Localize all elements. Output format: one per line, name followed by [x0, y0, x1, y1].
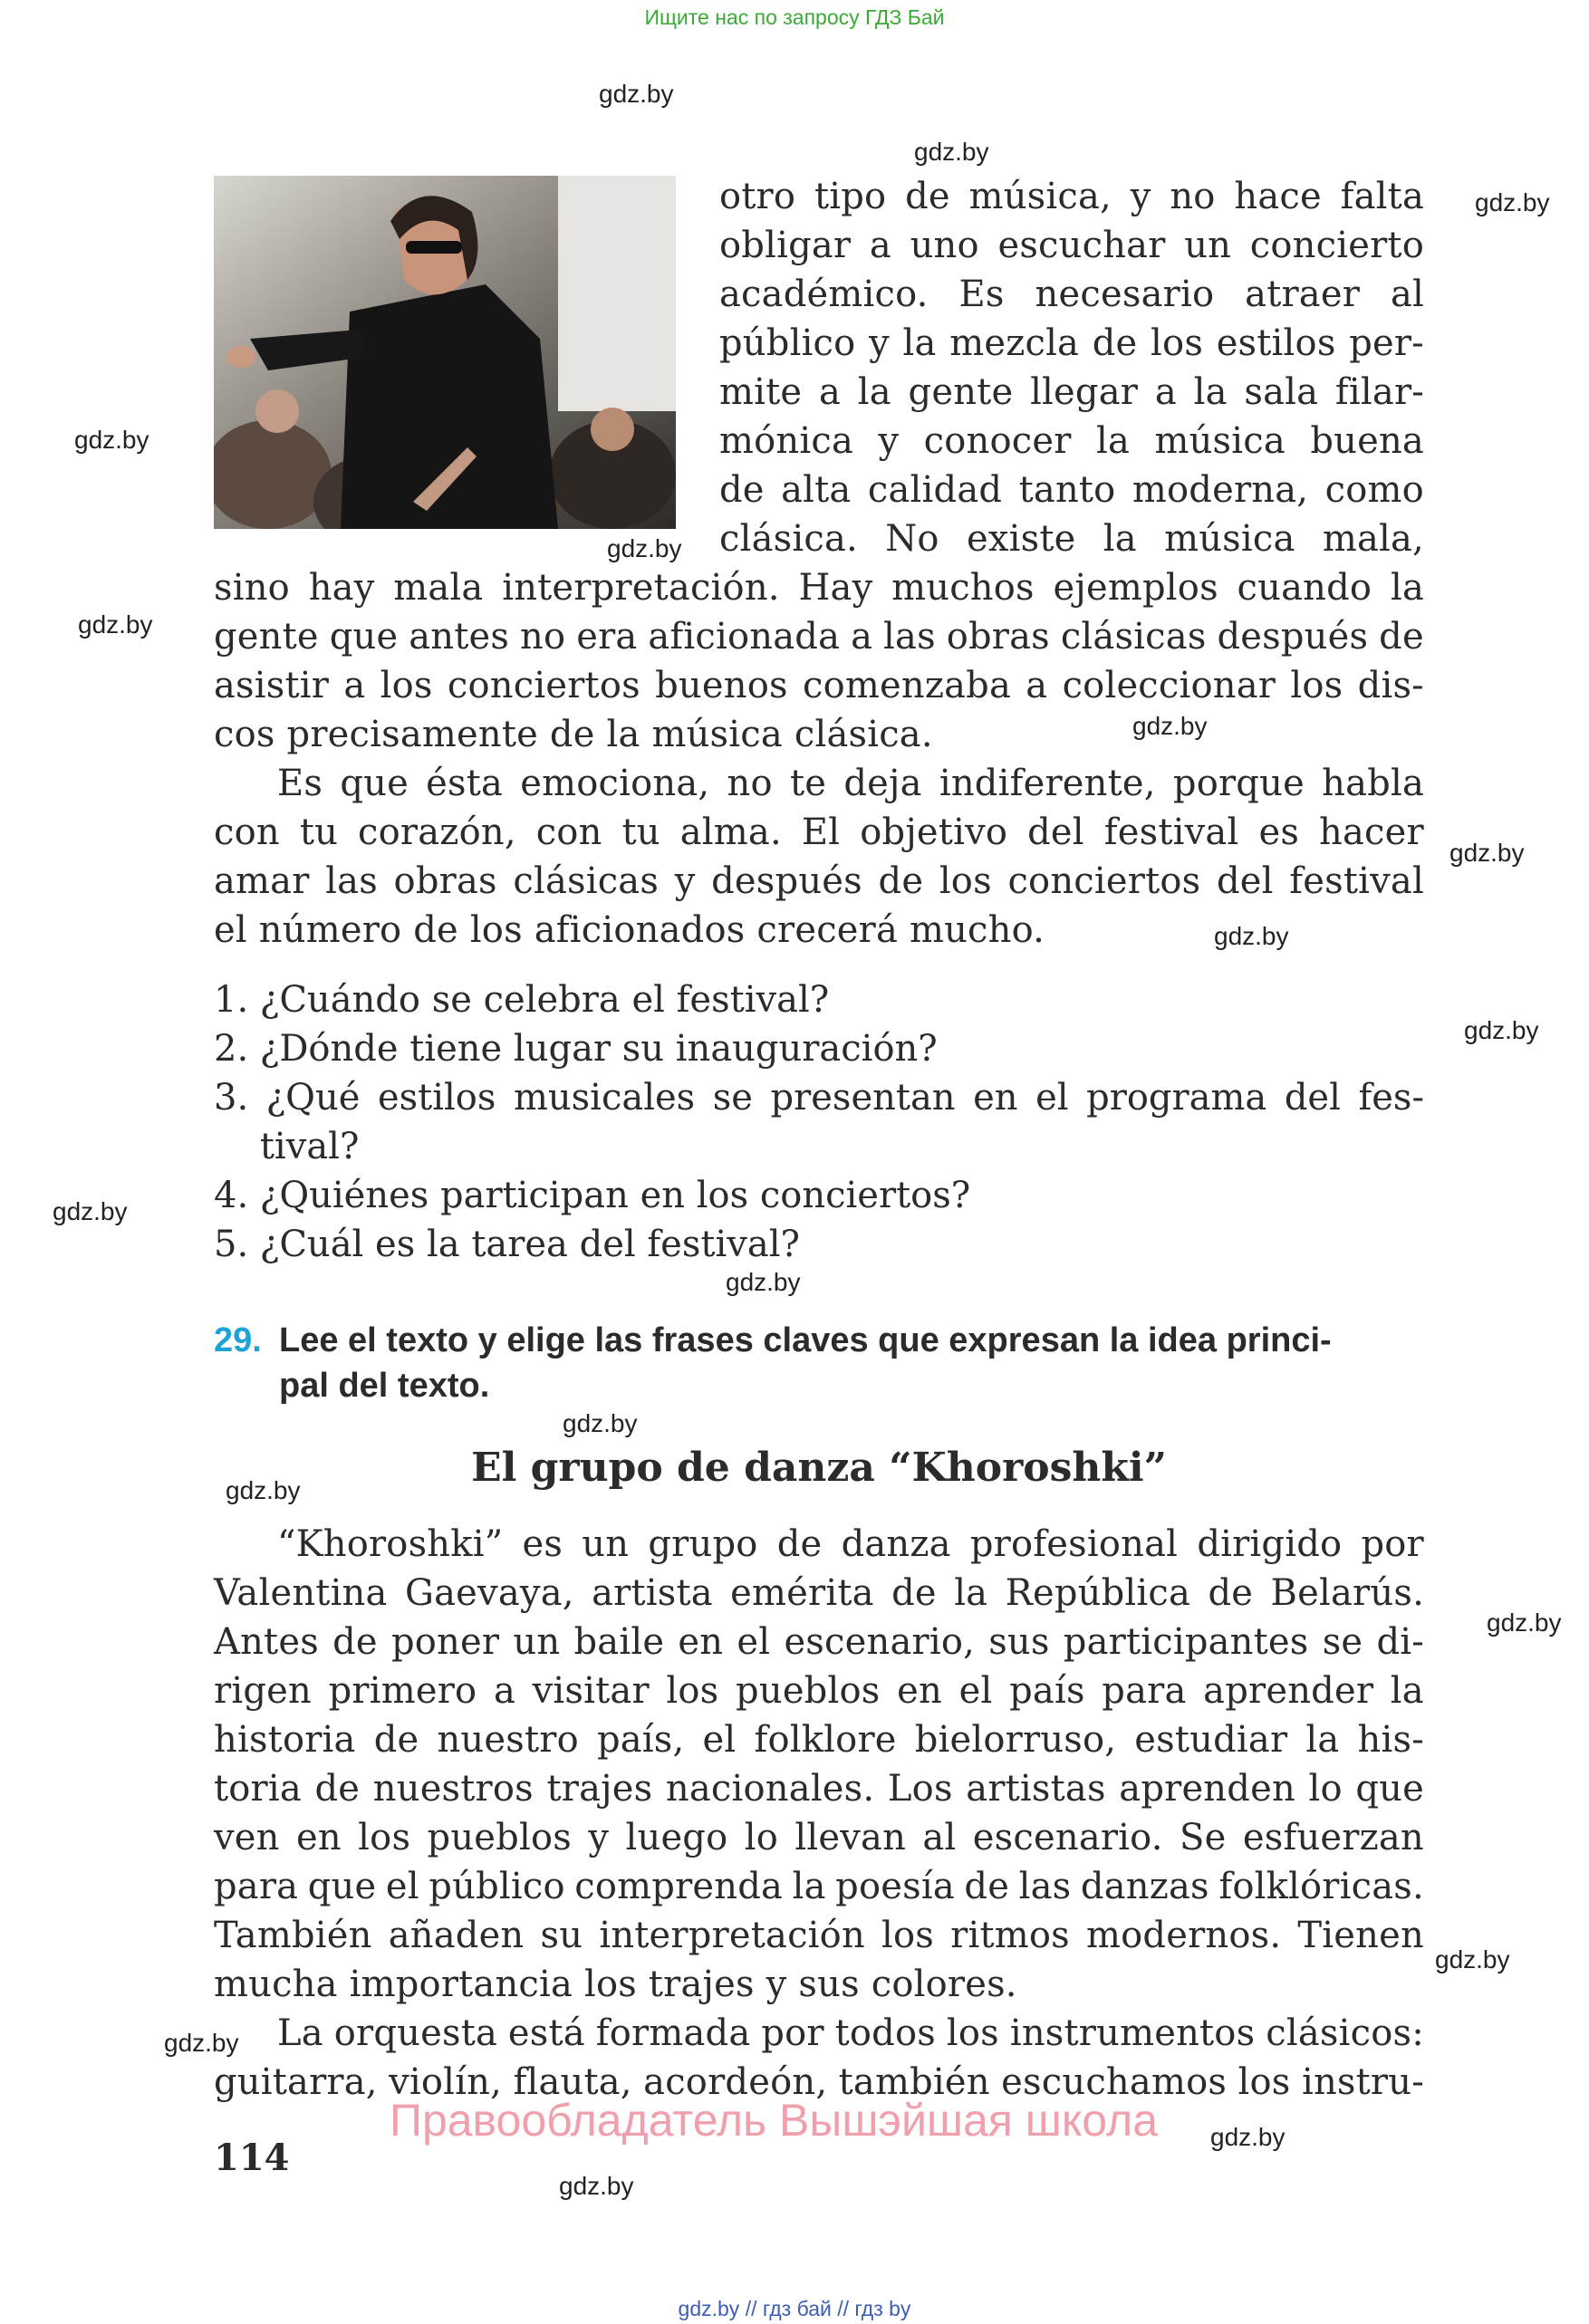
text-line: otro tipo de música, y no hace falta [719, 176, 1424, 217]
text-line: ven en los pueblos y luego lo llevan al escenario. Se esfuerzan [214, 1817, 1424, 1858]
watermark-text[interactable]: gdz.by [914, 138, 989, 166]
conductor-photo [214, 176, 676, 529]
text-line: historia de nuestro país, el folklore bielorruso, estudiar la his- [214, 1719, 1424, 1761]
watermark-text[interactable]: gdz.by [1475, 188, 1550, 216]
text-line: mucha importancia los trajes y sus colores. [214, 1964, 1017, 2005]
text-line: el número de los aficionados crecerá mucho. [214, 909, 1045, 951]
watermark-text[interactable]: gdz.by [1132, 712, 1208, 740]
question-item: 5. ¿Cuál es la tarea del festival? [214, 1224, 800, 1265]
watermark-text[interactable]: gdz.by [1210, 2123, 1286, 2151]
rights-holder: Правообладатель Вышэйшая школа [390, 2095, 1158, 2146]
text-line: mónica y conocer la música buena [719, 420, 1424, 462]
watermark-text[interactable]: gdz.by [726, 1268, 801, 1296]
question-item: 2. ¿Dónde tiene lugar su inauguración? [214, 1028, 938, 1070]
text-line: amar las obras clásicas y después de los conciertos del festival [214, 860, 1424, 902]
text-line: clásica. No existe la música mala, [719, 518, 1424, 560]
text-line: gente que antes no era aficionada a las obras clásicas después de [214, 616, 1424, 658]
watermark-text[interactable]: gdz.by [559, 2172, 634, 2200]
watermark-text[interactable]: gdz.by [607, 534, 682, 562]
text-line: con tu corazón, con tu alma. El objetivo del festival es hacer [214, 811, 1424, 853]
watermark-text[interactable]: gdz.by [164, 2029, 239, 2057]
watermark-text[interactable]: gdz.by [599, 80, 674, 108]
watermark-text[interactable]: gdz.by [53, 1197, 128, 1225]
question-item: 1. ¿Cuándo se celebra el festival? [214, 979, 830, 1021]
text-line: Es que ésta emociona, no te deja indiferente, porque habla [277, 763, 1424, 804]
question-item: 4. ¿Quiénes participan en los conciertos? [214, 1175, 971, 1216]
text-line: Antes de poner un baile en el escenario, sus participantes se di- [214, 1621, 1424, 1663]
text-line: guitarra, violín, flauta, acordeón, también escuchamos los instru- [214, 2061, 1424, 2103]
text-line: “Khoroshki” es un grupo de danza profesional dirigido por [277, 1523, 1424, 1565]
watermark-text[interactable]: gdz.by [1487, 1609, 1562, 1637]
text-line: La orquesta está formada por todos los instrumentos clásicos: [277, 2012, 1424, 2054]
text-line: obligar a uno escuchar un concierto [719, 225, 1424, 266]
task-text-line-2: pal del texto. [279, 1367, 490, 1405]
question-item: 3. ¿Qué estilos musicales se presentan en el programa del fes- [214, 1077, 1424, 1119]
watermark-text[interactable]: gdz.by [74, 426, 149, 454]
story-title: El grupo de danza “Khoroshki” [471, 1445, 1167, 1491]
watermark-text[interactable]: gdz.by [563, 1409, 638, 1437]
watermark-text[interactable]: gdz.by [1214, 922, 1289, 950]
question-item: tival? [214, 1126, 360, 1167]
bottom-banner[interactable]: gdz.by // гдз бай // гдз by [678, 2297, 911, 2320]
page-number: 114 [214, 2137, 290, 2179]
watermark-text[interactable]: gdz.by [78, 610, 153, 639]
photo-image [214, 176, 676, 529]
task-text-line-1: Lee el texto y elige las frases claves que expresan la idea princi- [279, 1321, 1332, 1359]
text-line: asistir a los conciertos buenos comenzaba a coleccionar los dis- [214, 665, 1424, 706]
watermark-text[interactable]: gdz.by [1435, 1945, 1510, 1973]
text-line: rigen primero a visitar los pueblos en el país para aprender la [214, 1670, 1424, 1712]
text-line: cos precisamente de la música clásica. [214, 714, 933, 755]
text-line: para que el público comprenda la poesía de las danzas folklóricas. [214, 1866, 1424, 1907]
text-line: toria de nuestros trajes nacionales. Los artistas aprenden lo que [214, 1768, 1424, 1810]
text-line: mite a la gente llegar a la sala filar- [719, 371, 1424, 413]
top-banner[interactable]: Ищите нас по запросу ГДЗ Бай [644, 5, 945, 29]
text-line: Valentina Gaevaya, artista emérita de la República de Belarús. [214, 1572, 1424, 1614]
watermark-text[interactable]: gdz.by [226, 1476, 301, 1504]
text-line: de alta calidad tanto moderna, como [719, 469, 1424, 511]
watermark-text[interactable]: gdz.by [1449, 839, 1525, 867]
text-line: También añaden su interpretación los ritmos modernos. Tienen [214, 1915, 1424, 1956]
questions-list [214, 975, 1428, 1269]
watermark-text[interactable]: gdz.by [1464, 1016, 1539, 1044]
text-line: sino hay mala interpretación. Hay muchos ejemplos cuando la [214, 567, 1424, 609]
text-line: académico. Es necesario atraer al [719, 274, 1424, 315]
task-number: 29. [214, 1321, 262, 1359]
text-line: público y la mezcla de los estilos per- [719, 322, 1424, 364]
